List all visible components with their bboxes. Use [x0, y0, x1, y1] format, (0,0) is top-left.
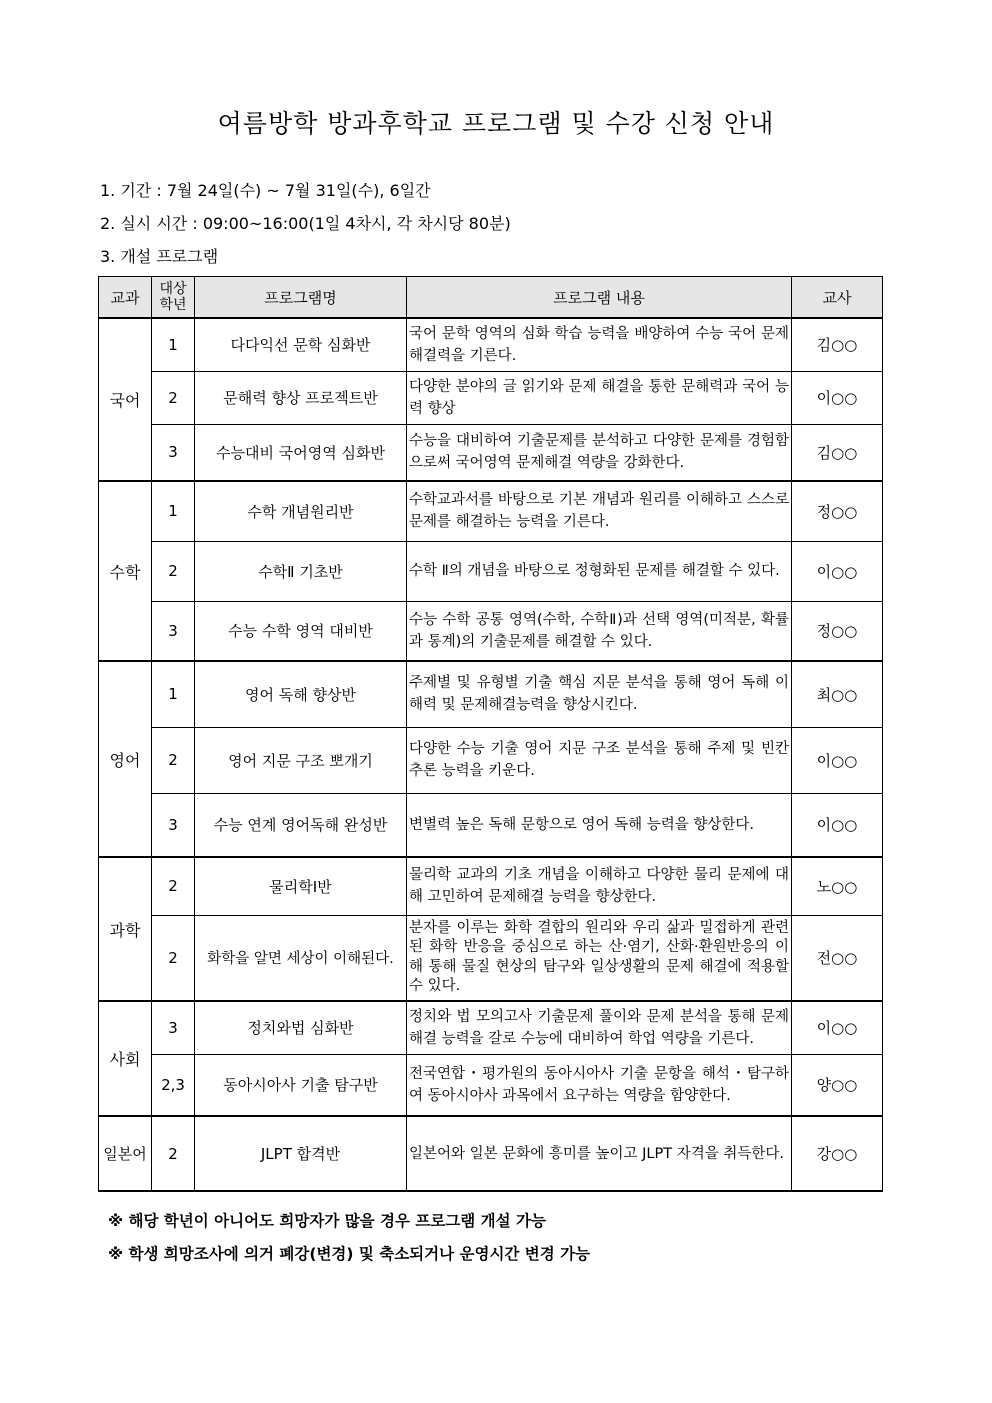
teacher-cell: 이○○: [792, 371, 883, 424]
teacher-cell: 이○○: [792, 793, 883, 857]
grade-cell: 1: [152, 318, 195, 371]
program-name-cell: 문해력 향상 프로젝트반: [195, 371, 407, 424]
program-name-cell: 수능대비 국어영역 심화반: [195, 424, 407, 481]
grade-cell: 2,3: [152, 1054, 195, 1116]
subject-cell: 수학: [99, 481, 152, 661]
program-content-cell: 수학교과서를 바탕으로 기본 개념과 원리를 이해하고 스스로 문제를 해결하는 능력을 기른다.: [407, 481, 792, 541]
program-content-cell: 다양한 분야의 글 읽기와 문제 해결을 통한 문해력과 국어 능력 향상: [407, 371, 792, 424]
subject-cell: 과학: [99, 857, 152, 1001]
table-row: [99, 1054, 883, 1116]
grade-cell: 3: [152, 793, 195, 857]
page-title: 여름방학 방과후학교 프로그램 및 수강 신청 안내: [217, 109, 775, 138]
teacher-cell: 정○○: [792, 481, 883, 541]
header-program-content: 프로그램 내용: [407, 277, 792, 319]
grade-cell: 2: [152, 915, 195, 1001]
program-name-cell: 수학 개념원리반: [195, 481, 407, 541]
table-row: [99, 371, 883, 424]
teacher-cell: 정○○: [792, 601, 883, 661]
program-content-cell: 정치와 법 모의고사 기출문제 풀이와 문제 분석을 통해 문제해결 능력을 갈로 수능에 대비하여 학업 역량을 기른다.: [407, 1001, 792, 1054]
teacher-cell: 이○○: [792, 541, 883, 601]
grade-cell: 2: [152, 727, 195, 793]
program-table: [98, 276, 883, 1192]
program-content-cell: 수능을 대비하여 기출문제를 분석하고 다양한 문제를 경험함으로써 국어영역 문제해결 역량을 강화한다.: [407, 424, 792, 481]
program-content-cell: 수학 Ⅱ의 개념을 바탕으로 정형화된 문제를 해결할 수 있다.: [407, 541, 792, 601]
subject-cell: 국어: [99, 318, 152, 481]
subject-group-science: [99, 857, 883, 1001]
program-content-cell: 전국연합・평가원의 동아시아사 기출 문항을 해석・탐구하여 동아시아사 과목에서 요구하는 역량을 함양한다.: [407, 1054, 792, 1116]
table-row: [99, 793, 883, 857]
note-2: ※ 학생 희망조사에 의거 폐강(변경) 및 축소되거나 운영시간 변경 가능: [108, 1245, 591, 1263]
info-time: 2. 실시 시간 : 09:00~16:00(1일 4차시, 각 차시당 80분): [100, 214, 511, 233]
program-name-cell: 화학을 알면 세상이 이해된다.: [195, 915, 407, 1001]
subject-cell: 영어: [99, 661, 152, 857]
grade-cell: 3: [152, 601, 195, 661]
table-row: [99, 1116, 883, 1191]
grade-cell: 2: [152, 857, 195, 915]
program-name-cell: 수능 수학 영역 대비반: [195, 601, 407, 661]
program-name-cell: 수학Ⅱ 기초반: [195, 541, 407, 601]
table-row: [99, 727, 883, 793]
grade-cell: 2: [152, 371, 195, 424]
subject-cell: 사회: [99, 1001, 152, 1116]
teacher-cell: 김○○: [792, 424, 883, 481]
grade-cell: 2: [152, 541, 195, 601]
program-content-cell: 분자를 이루는 화학 결합의 원리와 우리 삶과 밀접하게 관련된 화학 반응을 중심으로 하는 산·염기, 산화·환원반응의 이해 통해 물질 현상의 탐구와 일상생활의 문제 해결에 적용할 수 있다.: [407, 915, 792, 1001]
teacher-cell: 이○○: [792, 727, 883, 793]
program-content-cell: 다양한 수능 기출 영어 지문 구조 분석을 통해 주제 및 빈칸 추론 능력을 키운다.: [407, 727, 792, 793]
program-content-cell: 국어 문학 영역의 심화 학습 능력을 배양하여 수능 국어 문제 해결력을 기른다.: [407, 318, 792, 371]
table-row: [99, 481, 883, 541]
program-name-cell: 동아시아사 기출 탐구반: [195, 1054, 407, 1116]
program-name-cell: 영어 지문 구조 뽀개기: [195, 727, 407, 793]
grade-cell: 1: [152, 661, 195, 727]
program-content-cell: 주제별 및 유형별 기출 핵심 지문 분석을 통해 영어 독해 이해력 및 문제해결능력을 향상시킨다.: [407, 661, 792, 727]
header-grade-label: 대상 학년: [159, 281, 187, 313]
grade-cell: 3: [152, 424, 195, 481]
program-name-cell: 영어 독해 향상반: [195, 661, 407, 727]
table-row: [99, 661, 883, 727]
info-programs-heading: 3. 개설 프로그램: [100, 247, 219, 266]
table-row: [99, 857, 883, 915]
header-teacher: 교사: [792, 277, 883, 319]
program-name-cell: 수능 연계 영어독해 완성반: [195, 793, 407, 857]
program-content-cell: 수능 수학 공통 영역(수학, 수학Ⅱ)과 선택 영역(미적분, 확률과 통계)의 기출문제를 해결할 수 있다.: [407, 601, 792, 661]
subject-group-math: [99, 481, 883, 661]
grade-cell: 1: [152, 481, 195, 541]
program-content-cell: 일본어와 일본 문화에 흥미를 높이고 JLPT 자격을 취득한다.: [407, 1116, 792, 1191]
program-name-cell: 물리학Ⅰ반: [195, 857, 407, 915]
teacher-cell: 김○○: [792, 318, 883, 371]
program-name-cell: JLPT 합격반: [195, 1116, 407, 1191]
table-row: [99, 541, 883, 601]
grade-cell: 3: [152, 1001, 195, 1054]
table-row: [99, 318, 883, 371]
teacher-cell: 강○○: [792, 1116, 883, 1191]
teacher-cell: 전○○: [792, 915, 883, 1001]
subject-group-japanese: [99, 1116, 883, 1191]
info-period: 1. 기간 : 7월 24일(수) ~ 7월 31일(수), 6일간: [100, 181, 431, 200]
table-row: [99, 915, 883, 1001]
teacher-cell: 이○○: [792, 1001, 883, 1054]
table-header-row: [99, 277, 883, 319]
teacher-cell: 양○○: [792, 1054, 883, 1116]
teacher-cell: 노○○: [792, 857, 883, 915]
subject-cell: 일본어: [99, 1116, 152, 1191]
grade-cell: 2: [152, 1116, 195, 1191]
program-name-cell: 정치와법 심화반: [195, 1001, 407, 1054]
teacher-cell: 최○○: [792, 661, 883, 727]
program-name-cell: 다다익선 문학 심화반: [195, 318, 407, 371]
subject-group-english: [99, 661, 883, 857]
program-content-cell: 물리학 교과의 기초 개념을 이해하고 다양한 물리 문제에 대해 고민하여 문제해결 능력을 향상한다.: [407, 857, 792, 915]
header-subject: 교과: [99, 277, 152, 319]
header-grade: [152, 277, 195, 319]
subject-group-social: [99, 1001, 883, 1116]
table-row: [99, 601, 883, 661]
note-1: ※ 해당 학년이 아니어도 희망자가 많을 경우 프로그램 개설 가능: [108, 1212, 546, 1230]
program-content-cell: 변별력 높은 독해 문항으로 영어 독해 능력을 향상한다.: [407, 793, 792, 857]
subject-group-korean: [99, 318, 883, 481]
table-row: [99, 424, 883, 481]
header-program-name: 프로그램명: [195, 277, 407, 319]
table-row: [99, 1001, 883, 1054]
